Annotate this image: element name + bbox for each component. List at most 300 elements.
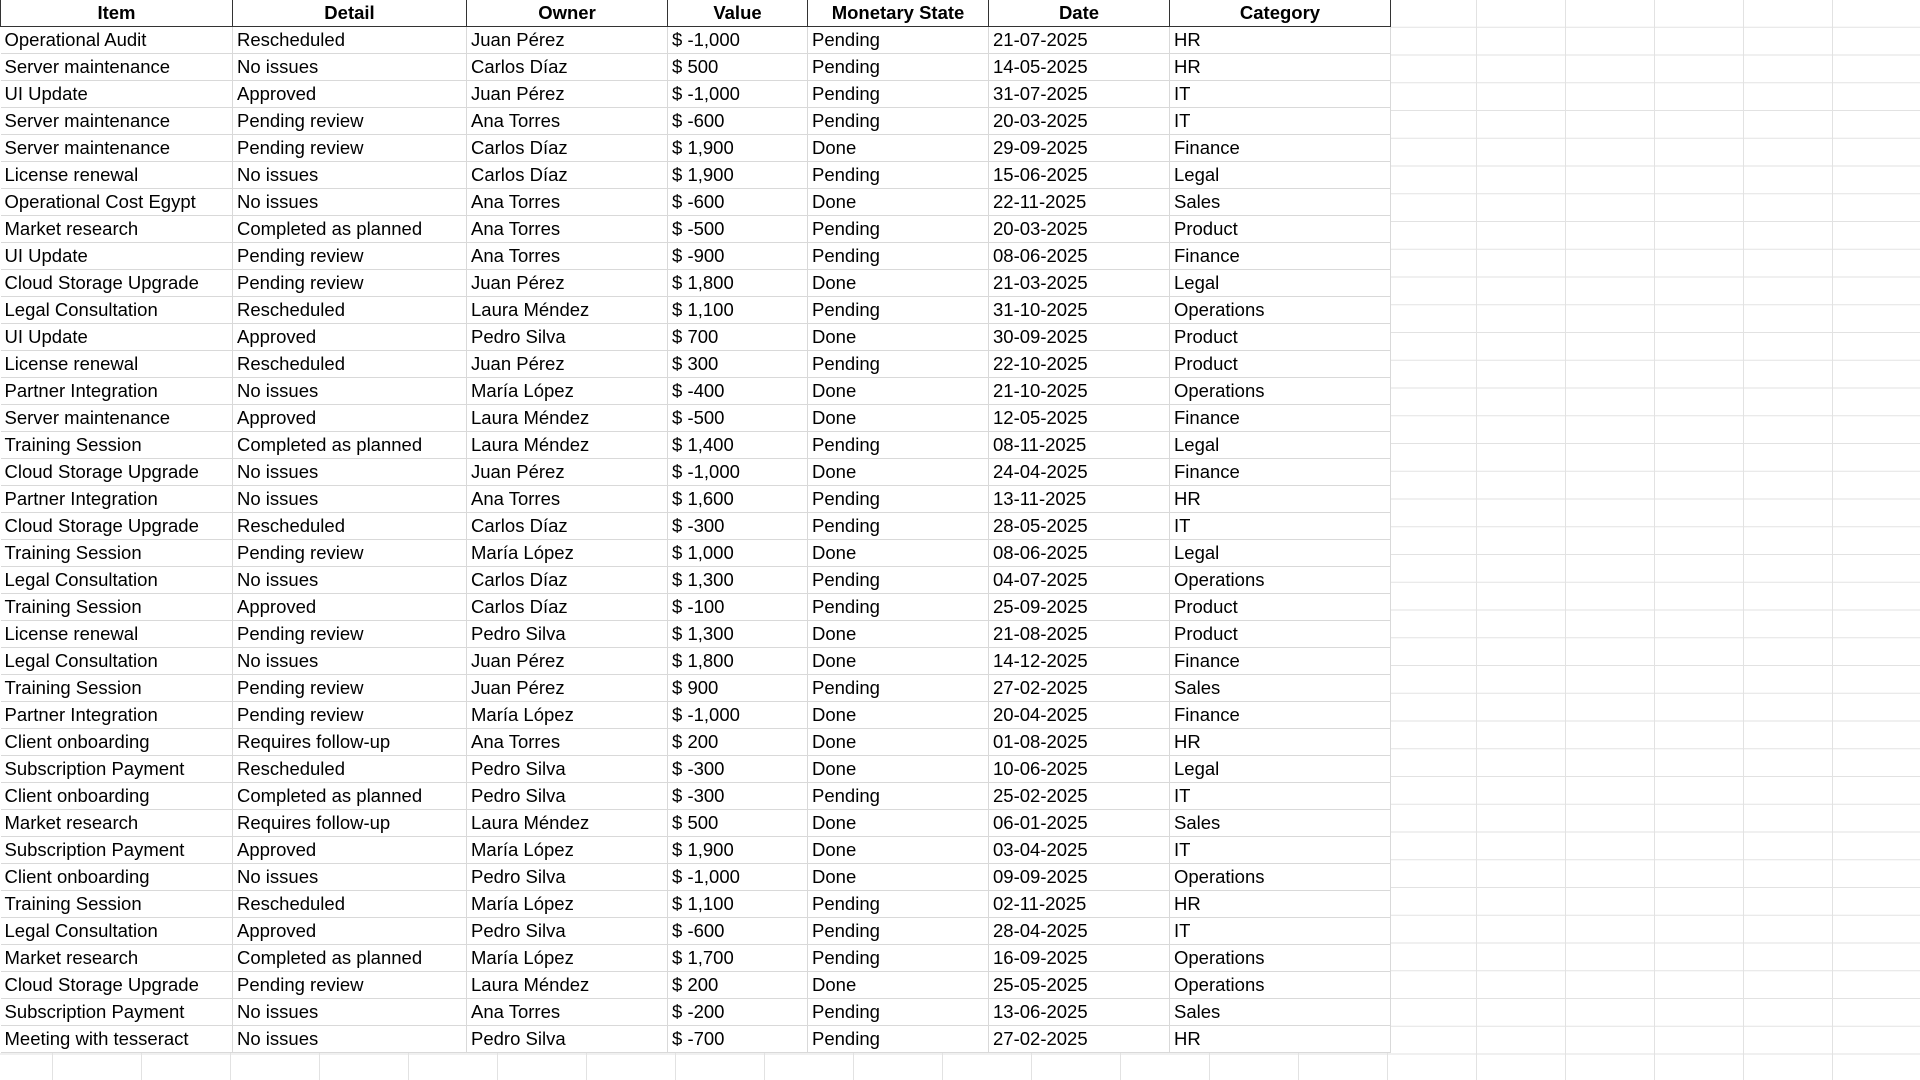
cell-value[interactable] — [668, 594, 808, 621]
cell-date[interactable]: 27-02-2025 — [989, 675, 1170, 702]
cell-category[interactable]: Finance — [1170, 135, 1391, 162]
cell-owner[interactable]: Juan Pérez — [467, 81, 668, 108]
cell-monetary-state[interactable]: Pending — [808, 675, 989, 702]
cell-monetary-state[interactable]: Done — [808, 756, 989, 783]
cell-item[interactable]: UI Update — [1, 324, 233, 351]
cell-value[interactable] — [668, 459, 808, 486]
table-row — [1, 891, 1391, 918]
header-cell-value[interactable]: Value — [668, 0, 808, 27]
cell-category[interactable]: Finance — [1170, 405, 1391, 432]
cell-monetary-state[interactable]: Pending — [808, 162, 989, 189]
cell-value[interactable] — [668, 486, 808, 513]
cell-category[interactable]: Legal — [1170, 756, 1391, 783]
cell-owner[interactable]: Laura Méndez — [467, 297, 668, 324]
cell-item[interactable]: Cloud Storage Upgrade — [1, 513, 233, 540]
cell-value[interactable] — [668, 189, 808, 216]
cell-date[interactable]: 10-06-2025 — [989, 756, 1170, 783]
cell-owner[interactable]: Carlos Díaz — [467, 54, 668, 81]
cell-detail[interactable]: No issues — [233, 54, 467, 81]
cell-value[interactable] — [668, 270, 808, 297]
cell-date[interactable]: 09-09-2025 — [989, 864, 1170, 891]
cell-owner[interactable]: María López — [467, 702, 668, 729]
cell-value[interactable] — [668, 891, 808, 918]
cell-item[interactable]: Server maintenance — [1, 405, 233, 432]
value-amount: -1,000 — [687, 29, 740, 51]
cell-owner[interactable]: Ana Torres — [467, 216, 668, 243]
cell-detail[interactable]: No issues — [233, 459, 467, 486]
cell-value[interactable] — [668, 972, 808, 999]
cell-detail[interactable]: No issues — [233, 162, 467, 189]
cell-detail[interactable]: Rescheduled — [233, 756, 467, 783]
cell-owner[interactable]: Ana Torres — [467, 999, 668, 1026]
table-row — [1, 999, 1391, 1026]
value-amount: -300 — [687, 515, 725, 537]
cell-item[interactable]: Legal Consultation — [1, 918, 233, 945]
cell-owner[interactable]: Juan Pérez — [467, 351, 668, 378]
cell-item[interactable]: Operational Cost Egypt — [1, 189, 233, 216]
cell-date[interactable]: 28-05-2025 — [989, 513, 1170, 540]
cell-item[interactable]: Partner Integration — [1, 486, 233, 513]
cell-date[interactable]: 01-08-2025 — [989, 729, 1170, 756]
cell-owner[interactable]: Juan Pérez — [467, 675, 668, 702]
cell-date[interactable]: 22-10-2025 — [989, 351, 1170, 378]
cell-category[interactable]: IT — [1170, 918, 1391, 945]
cell-category[interactable]: Sales — [1170, 189, 1391, 216]
cell-detail[interactable]: Completed as planned — [233, 432, 467, 459]
cell-monetary-state[interactable]: Done — [808, 837, 989, 864]
cell-category[interactable]: HR — [1170, 1026, 1391, 1053]
cell-owner[interactable]: Ana Torres — [467, 243, 668, 270]
cell-date[interactable]: 24-04-2025 — [989, 459, 1170, 486]
cell-monetary-state[interactable]: Pending — [808, 297, 989, 324]
cell-owner[interactable]: Pedro Silva — [467, 783, 668, 810]
cell-date[interactable]: 13-06-2025 — [989, 999, 1170, 1026]
cell-owner[interactable]: Laura Méndez — [467, 432, 668, 459]
cell-category[interactable]: Finance — [1170, 648, 1391, 675]
cell-monetary-state[interactable]: Done — [808, 459, 989, 486]
value-amount: 200 — [687, 974, 719, 996]
cell-item[interactable]: Client onboarding — [1, 864, 233, 891]
cell-date[interactable]: 21-03-2025 — [989, 270, 1170, 297]
value-amount: 1,800 — [687, 650, 734, 672]
cell-date[interactable]: 20-03-2025 — [989, 216, 1170, 243]
cell-value[interactable] — [668, 729, 808, 756]
cell-date[interactable]: 21-08-2025 — [989, 621, 1170, 648]
cell-value[interactable] — [668, 54, 808, 81]
cell-category[interactable]: Finance — [1170, 243, 1391, 270]
cell-detail[interactable]: Approved — [233, 594, 467, 621]
currency-symbol: $ — [672, 272, 683, 294]
table-row — [1, 270, 1391, 297]
cell-value[interactable] — [668, 405, 808, 432]
cell-value[interactable] — [668, 162, 808, 189]
cell-detail[interactable]: Requires follow-up — [233, 810, 467, 837]
cell-monetary-state[interactable]: Pending — [808, 27, 989, 54]
cell-item[interactable]: Subscription Payment — [1, 756, 233, 783]
cell-date[interactable]: 25-05-2025 — [989, 972, 1170, 999]
cell-date[interactable]: 21-07-2025 — [989, 27, 1170, 54]
cell-monetary-state[interactable]: Done — [808, 540, 989, 567]
cell-value[interactable] — [668, 567, 808, 594]
cell-owner[interactable]: Pedro Silva — [467, 918, 668, 945]
cell-item[interactable]: Partner Integration — [1, 702, 233, 729]
value-amount: 1,900 — [687, 137, 734, 159]
cell-owner[interactable]: Juan Pérez — [467, 459, 668, 486]
cell-category[interactable]: Product — [1170, 324, 1391, 351]
cell-owner[interactable]: Ana Torres — [467, 729, 668, 756]
cell-category[interactable]: Finance — [1170, 459, 1391, 486]
cell-monetary-state[interactable]: Pending — [808, 918, 989, 945]
cell-value[interactable] — [668, 135, 808, 162]
cell-item[interactable]: UI Update — [1, 81, 233, 108]
cell-monetary-state[interactable]: Pending — [808, 486, 989, 513]
cell-item[interactable]: Market research — [1, 216, 233, 243]
cell-category[interactable]: Legal — [1170, 432, 1391, 459]
currency-symbol: $ — [672, 353, 683, 375]
cell-monetary-state[interactable]: Pending — [808, 81, 989, 108]
cell-detail[interactable]: No issues — [233, 189, 467, 216]
cell-monetary-state[interactable]: Pending — [808, 432, 989, 459]
cell-monetary-state[interactable]: Pending — [808, 54, 989, 81]
header-cell-detail[interactable]: Detail — [233, 0, 467, 27]
currency-symbol: $ — [672, 731, 683, 753]
currency-symbol: $ — [672, 461, 683, 483]
cell-date[interactable]: 25-02-2025 — [989, 783, 1170, 810]
cell-value[interactable] — [668, 108, 808, 135]
currency-symbol: $ — [672, 758, 683, 780]
cell-date[interactable]: 06-01-2025 — [989, 810, 1170, 837]
cell-detail[interactable]: Pending review — [233, 243, 467, 270]
cell-monetary-state[interactable]: Done — [808, 135, 989, 162]
cell-value[interactable] — [668, 756, 808, 783]
table-row — [1, 486, 1391, 513]
cell-category[interactable]: IT — [1170, 783, 1391, 810]
header-cell-date[interactable]: Date — [989, 0, 1170, 27]
cell-value[interactable] — [668, 675, 808, 702]
cell-date[interactable]: 21-10-2025 — [989, 378, 1170, 405]
table-row — [1, 324, 1391, 351]
cell-owner[interactable]: Juan Pérez — [467, 270, 668, 297]
cell-owner[interactable]: Pedro Silva — [467, 324, 668, 351]
cell-date[interactable]: 08-06-2025 — [989, 243, 1170, 270]
cell-detail[interactable]: No issues — [233, 864, 467, 891]
cell-value[interactable] — [668, 513, 808, 540]
cell-detail[interactable]: Requires follow-up — [233, 729, 467, 756]
cell-value[interactable] — [668, 945, 808, 972]
cell-value[interactable] — [668, 621, 808, 648]
value-amount: 1,600 — [687, 488, 734, 510]
cell-date[interactable]: 16-09-2025 — [989, 945, 1170, 972]
cell-category[interactable]: Product — [1170, 621, 1391, 648]
cell-date[interactable]: 27-02-2025 — [989, 1026, 1170, 1053]
cell-category[interactable]: Operations — [1170, 972, 1391, 999]
cell-category[interactable]: IT — [1170, 81, 1391, 108]
cell-monetary-state[interactable]: Pending — [808, 216, 989, 243]
cell-owner[interactable]: María López — [467, 891, 668, 918]
cell-date[interactable]: 25-09-2025 — [989, 594, 1170, 621]
cell-date[interactable]: 31-07-2025 — [989, 81, 1170, 108]
cell-category[interactable]: HR — [1170, 729, 1391, 756]
cell-detail[interactable]: Pending review — [233, 270, 467, 297]
cell-value[interactable] — [668, 432, 808, 459]
cell-monetary-state[interactable]: Pending — [808, 351, 989, 378]
cell-owner[interactable]: Ana Torres — [467, 189, 668, 216]
cell-item[interactable]: Server maintenance — [1, 54, 233, 81]
cell-value[interactable] — [668, 864, 808, 891]
cell-item[interactable]: Cloud Storage Upgrade — [1, 972, 233, 999]
cell-category[interactable]: HR — [1170, 27, 1391, 54]
header-cell-category[interactable]: Category — [1170, 0, 1391, 27]
cell-item[interactable]: Server maintenance — [1, 108, 233, 135]
cell-detail[interactable]: No issues — [233, 648, 467, 675]
cell-category[interactable]: IT — [1170, 108, 1391, 135]
cell-owner[interactable]: Pedro Silva — [467, 756, 668, 783]
cell-category[interactable]: HR — [1170, 54, 1391, 81]
header-cell-owner[interactable]: Owner — [467, 0, 668, 27]
currency-symbol: $ — [672, 596, 683, 618]
cell-item[interactable]: Partner Integration — [1, 378, 233, 405]
cell-item[interactable]: Legal Consultation — [1, 297, 233, 324]
cell-date[interactable]: 20-03-2025 — [989, 108, 1170, 135]
cell-owner[interactable]: Carlos Díaz — [467, 135, 668, 162]
cell-owner[interactable]: Juan Pérez — [467, 648, 668, 675]
cell-owner[interactable]: Pedro Silva — [467, 621, 668, 648]
cell-category[interactable]: Operations — [1170, 864, 1391, 891]
cell-value[interactable] — [668, 1026, 808, 1053]
cell-detail[interactable]: Completed as planned — [233, 783, 467, 810]
cell-monetary-state[interactable]: Pending — [808, 1026, 989, 1053]
cell-monetary-state[interactable]: Done — [808, 378, 989, 405]
cell-monetary-state[interactable]: Done — [808, 270, 989, 297]
cell-item[interactable]: Cloud Storage Upgrade — [1, 459, 233, 486]
cell-item[interactable]: Legal Consultation — [1, 648, 233, 675]
cell-detail[interactable]: Pending review — [233, 702, 467, 729]
cell-item[interactable]: UI Update — [1, 243, 233, 270]
cell-date[interactable]: 13-11-2025 — [989, 486, 1170, 513]
cell-owner[interactable]: Carlos Díaz — [467, 162, 668, 189]
cell-monetary-state[interactable]: Done — [808, 405, 989, 432]
cell-owner[interactable]: Laura Méndez — [467, 405, 668, 432]
cell-category[interactable]: Operations — [1170, 297, 1391, 324]
cell-detail[interactable]: Approved — [233, 324, 467, 351]
cell-monetary-state[interactable]: Done — [808, 621, 989, 648]
cell-item[interactable]: Server maintenance — [1, 135, 233, 162]
cell-item[interactable]: Meeting with tesseract — [1, 1026, 233, 1053]
cell-date[interactable]: 08-11-2025 — [989, 432, 1170, 459]
cell-category[interactable]: Sales — [1170, 675, 1391, 702]
cell-category[interactable]: Operations — [1170, 945, 1391, 972]
value-amount: 500 — [687, 56, 719, 78]
cell-owner[interactable]: María López — [467, 837, 668, 864]
cell-detail[interactable]: Rescheduled — [233, 513, 467, 540]
cell-monetary-state[interactable]: Pending — [808, 594, 989, 621]
cell-detail[interactable]: Approved — [233, 81, 467, 108]
cell-detail[interactable]: Approved — [233, 837, 467, 864]
cell-monetary-state[interactable]: Done — [808, 324, 989, 351]
cell-monetary-state[interactable]: Done — [808, 864, 989, 891]
cell-monetary-state[interactable]: Pending — [808, 243, 989, 270]
cell-detail[interactable]: Approved — [233, 405, 467, 432]
cell-category[interactable]: Sales — [1170, 810, 1391, 837]
cell-date[interactable]: 04-07-2025 — [989, 567, 1170, 594]
cell-category[interactable]: Sales — [1170, 999, 1391, 1026]
cell-value[interactable] — [668, 297, 808, 324]
cell-detail[interactable]: No issues — [233, 1026, 467, 1053]
cell-monetary-state[interactable]: Pending — [808, 567, 989, 594]
cell-monetary-state[interactable]: Pending — [808, 891, 989, 918]
cell-category[interactable]: Operations — [1170, 567, 1391, 594]
cell-owner[interactable]: Carlos Díaz — [467, 567, 668, 594]
cell-value[interactable] — [668, 378, 808, 405]
cell-item[interactable]: Subscription Payment — [1, 837, 233, 864]
cell-detail[interactable]: No issues — [233, 378, 467, 405]
cell-value[interactable] — [668, 783, 808, 810]
cell-date[interactable]: 29-09-2025 — [989, 135, 1170, 162]
cell-value[interactable] — [668, 81, 808, 108]
cell-item[interactable]: Training Session — [1, 675, 233, 702]
cell-item[interactable]: License renewal — [1, 351, 233, 378]
cell-owner[interactable]: Pedro Silva — [467, 1026, 668, 1053]
cell-detail[interactable]: Pending review — [233, 108, 467, 135]
cell-owner[interactable]: Pedro Silva — [467, 864, 668, 891]
cell-category[interactable]: IT — [1170, 513, 1391, 540]
value-amount: 1,100 — [687, 893, 734, 915]
cell-detail[interactable]: Approved — [233, 918, 467, 945]
cell-date[interactable]: 28-04-2025 — [989, 918, 1170, 945]
cell-category[interactable]: Legal — [1170, 162, 1391, 189]
cell-item[interactable]: Market research — [1, 945, 233, 972]
value-amount: 900 — [687, 677, 719, 699]
cell-detail[interactable]: Pending review — [233, 135, 467, 162]
cell-detail[interactable]: No issues — [233, 486, 467, 513]
cell-value[interactable] — [668, 648, 808, 675]
table-row — [1, 675, 1391, 702]
cell-category[interactable]: Legal — [1170, 270, 1391, 297]
cell-owner[interactable]: Laura Méndez — [467, 972, 668, 999]
cell-category[interactable]: Product — [1170, 216, 1391, 243]
cell-date[interactable]: 14-12-2025 — [989, 648, 1170, 675]
cell-monetary-state[interactable]: Done — [808, 729, 989, 756]
cell-value[interactable] — [668, 999, 808, 1026]
cell-item[interactable]: Operational Audit — [1, 27, 233, 54]
cell-item[interactable]: Legal Consultation — [1, 567, 233, 594]
cell-item[interactable]: Market research — [1, 810, 233, 837]
cell-owner[interactable]: Carlos Díaz — [467, 594, 668, 621]
cell-category[interactable]: HR — [1170, 486, 1391, 513]
cell-item[interactable]: License renewal — [1, 621, 233, 648]
cell-monetary-state[interactable]: Done — [808, 702, 989, 729]
cell-value[interactable] — [668, 324, 808, 351]
cell-item[interactable]: Cloud Storage Upgrade — [1, 270, 233, 297]
cell-value[interactable] — [668, 27, 808, 54]
cell-monetary-state[interactable]: Pending — [808, 945, 989, 972]
cell-category[interactable]: Legal — [1170, 540, 1391, 567]
cell-owner[interactable]: Carlos Díaz — [467, 513, 668, 540]
cell-monetary-state[interactable]: Pending — [808, 783, 989, 810]
cell-monetary-state[interactable]: Pending — [808, 513, 989, 540]
cell-owner[interactable]: María López — [467, 378, 668, 405]
cell-detail[interactable]: Rescheduled — [233, 297, 467, 324]
cell-category[interactable]: Product — [1170, 351, 1391, 378]
currency-symbol: $ — [672, 704, 683, 726]
cell-category[interactable]: Product — [1170, 594, 1391, 621]
cell-monetary-state[interactable]: Done — [808, 189, 989, 216]
cell-item[interactable]: Training Session — [1, 540, 233, 567]
cell-value[interactable] — [668, 810, 808, 837]
cell-date[interactable]: 22-11-2025 — [989, 189, 1170, 216]
cell-detail[interactable]: Rescheduled — [233, 27, 467, 54]
cell-owner[interactable]: Juan Pérez — [467, 27, 668, 54]
cell-date[interactable]: 03-04-2025 — [989, 837, 1170, 864]
cell-value[interactable] — [668, 540, 808, 567]
header-cell-monetary-state[interactable]: Monetary State — [808, 0, 989, 27]
cell-date[interactable]: 12-05-2025 — [989, 405, 1170, 432]
cell-value[interactable] — [668, 918, 808, 945]
cell-monetary-state[interactable]: Done — [808, 810, 989, 837]
cell-value[interactable] — [668, 216, 808, 243]
cell-date[interactable]: 31-10-2025 — [989, 297, 1170, 324]
cell-value[interactable] — [668, 837, 808, 864]
cell-item[interactable]: Subscription Payment — [1, 999, 233, 1026]
cell-date[interactable]: 30-09-2025 — [989, 324, 1170, 351]
value-amount: 200 — [687, 731, 719, 753]
cell-date[interactable]: 08-06-2025 — [989, 540, 1170, 567]
cell-detail[interactable]: Pending review — [233, 540, 467, 567]
cell-detail[interactable]: No issues — [233, 999, 467, 1026]
cell-item[interactable]: Training Session — [1, 432, 233, 459]
cell-owner[interactable]: Ana Torres — [467, 486, 668, 513]
cell-date[interactable]: 20-04-2025 — [989, 702, 1170, 729]
cell-monetary-state[interactable]: Done — [808, 648, 989, 675]
cell-detail[interactable]: Completed as planned — [233, 216, 467, 243]
cell-category[interactable]: Operations — [1170, 378, 1391, 405]
cell-owner[interactable]: Laura Méndez — [467, 810, 668, 837]
table-row — [1, 918, 1391, 945]
cell-value[interactable] — [668, 243, 808, 270]
cell-detail[interactable]: Rescheduled — [233, 891, 467, 918]
cell-item[interactable]: Client onboarding — [1, 729, 233, 756]
cell-detail[interactable]: Pending review — [233, 675, 467, 702]
cell-owner[interactable]: María López — [467, 540, 668, 567]
cell-item[interactable]: Training Session — [1, 891, 233, 918]
cell-date[interactable]: 02-11-2025 — [989, 891, 1170, 918]
cell-date[interactable]: 14-05-2025 — [989, 54, 1170, 81]
cell-value[interactable] — [668, 702, 808, 729]
cell-monetary-state[interactable]: Done — [808, 972, 989, 999]
cell-detail[interactable]: No issues — [233, 567, 467, 594]
cell-category[interactable]: Finance — [1170, 702, 1391, 729]
cell-monetary-state[interactable]: Pending — [808, 108, 989, 135]
cell-detail[interactable]: Pending review — [233, 621, 467, 648]
cell-date[interactable]: 15-06-2025 — [989, 162, 1170, 189]
cell-category[interactable]: HR — [1170, 891, 1391, 918]
cell-category[interactable]: IT — [1170, 837, 1391, 864]
cell-detail[interactable]: Completed as planned — [233, 945, 467, 972]
cell-item[interactable]: Client onboarding — [1, 783, 233, 810]
cell-item[interactable]: License renewal — [1, 162, 233, 189]
cell-value[interactable] — [668, 351, 808, 378]
cell-owner[interactable]: Ana Torres — [467, 108, 668, 135]
table-row — [1, 351, 1391, 378]
value-amount: 700 — [687, 326, 719, 348]
cell-detail[interactable]: Pending review — [233, 972, 467, 999]
currency-symbol: $ — [672, 299, 683, 321]
cell-monetary-state[interactable]: Pending — [808, 999, 989, 1026]
header-cell-item[interactable]: Item — [1, 0, 233, 27]
cell-item[interactable]: Training Session — [1, 594, 233, 621]
cell-detail[interactable]: Rescheduled — [233, 351, 467, 378]
cell-owner[interactable]: María López — [467, 945, 668, 972]
